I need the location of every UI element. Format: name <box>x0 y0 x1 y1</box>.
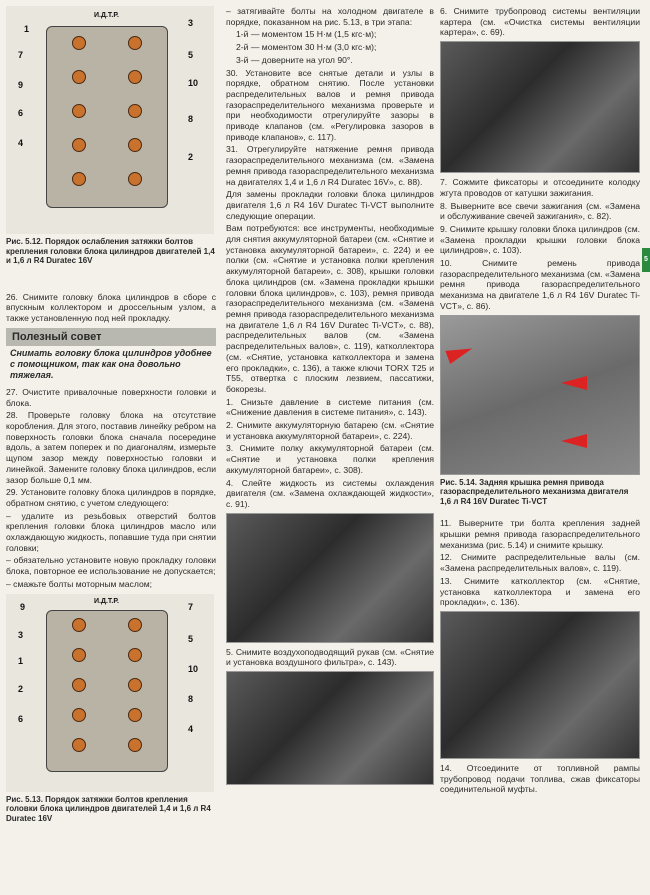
callout-number: 3 <box>188 18 194 28</box>
arrow-marker <box>561 434 587 448</box>
step-26: 26. Снимите головку блока цилиндров в сборе с впускным коллектором и дроссельным узлом, а также установленную под ней прокладку. <box>6 291 216 324</box>
op-9: 9. Снимите крышку головки блока цилиндров (см. «Замена прокладки крышки головки блока цилиндров», с. 103). <box>440 223 640 256</box>
bolt <box>72 738 86 752</box>
op-12: 12. Снимите распределительные валы (см. «Замена распределительных валов», с. 119). <box>440 552 640 574</box>
bullet-2: – обязательно установите новую прокладку головки блока, повторное ее использование не допускается; <box>6 555 216 577</box>
advice-text: Снимать головку блока цилиндров удобнее с помощником, так как она довольно тяжелая. <box>10 347 212 380</box>
replace-intro: Для замены прокладки головки блока цилиндров двигателя 1,6 л R4 16V Duratec Ti-VCT выполните следующие операции. <box>226 189 434 221</box>
op-1: 1. Снизьте давление в системе питания (см. «Снижение давления в системе питания», с. 143). <box>226 396 434 418</box>
op-5: 5. Снимите воздухоподводящий рукав (см. «Снятие и установка воздушного фильтра», с. 143). <box>226 646 434 668</box>
figure-5-13 <box>6 594 214 792</box>
figure-5-14-caption: Рис. 5.14. Задняя крышка ремня привода газораспределительного механизма двигателя 1,6 л R4 16V Duratec Ti-VCT <box>440 477 629 506</box>
callout-number: 6 <box>18 713 24 724</box>
bolt <box>72 104 86 118</box>
photo-fuel-rail <box>440 611 640 759</box>
callout-number: 5 <box>188 633 194 644</box>
bolt <box>72 172 86 186</box>
advice-title: Полезный совет <box>6 328 216 346</box>
op-3: 3. Снимите полку аккумуляторной батареи (см. «Снятие и установка полки крепления аккумуляторной батареи», с. 308). <box>226 443 434 475</box>
callout-number: 8 <box>188 114 194 124</box>
stage-2: 2-й — моментом 30 Н·м (3,0 кгс·м); <box>236 42 377 53</box>
callout-number: 2 <box>18 683 24 694</box>
photo-crankcase-vent <box>440 41 640 173</box>
callout-number: 7 <box>188 601 194 612</box>
op-10: 10. Снимите ремень привода газораспределительного механизма (см. «Замена ремня привода газораспределительного механизма на двигателе 1,6 л R4 16V Duratec Ti-VCT», с. 86). <box>440 258 640 311</box>
bullet-4: – затягивайте болты на холодном двигателе в порядке, показанном на рис. 5.13, в три этапа: <box>226 6 434 27</box>
callout-number: 7 <box>18 50 24 60</box>
bolt <box>72 678 86 692</box>
callout-number: 1 <box>18 655 24 666</box>
callout-number: 8 <box>188 693 194 704</box>
column-middle <box>226 6 434 785</box>
callout-number: 10 <box>188 663 199 674</box>
step-31: 31. Отрегулируйте натяжение ремня привода газораспределительного механизма (см. «Замена ремня привода газораспределительного механизма на двигателях 1,4 и 1,6 л R4 Duratec 16V», с. 88). <box>226 144 434 187</box>
bolt <box>128 172 142 186</box>
figure-5-12-title: И.Д.Т.Р. <box>94 12 119 19</box>
tools-list: Вам потребуются: все инструменты, необходимые для снятия аккумуляторной батареи (см. «Снятие и установка аккумуляторной батареи», с. 224) и ее полки (см. «Снятие и установка полки крепления аккумуляторной батареи», с. 308), крышки головки блока цилиндров (см. «Замена прокладки крышки головки блока цилиндров», с. 103), ремня привода газораспределительного механизма (см. «Замена ремня привода газораспределительного механизма на двигателе 1,6 л R4 16V Duratec Ti-VCT», с. 88), распределительных валов (см. «Замена распределительных валов», с. 119), катколлектора (см. «Снятие, установка катколлектора и замена его прокладки», с. 136), а также ключи TORX T25 и T55, отвертка с плоским лезвием, пассатижи, бокорезы. <box>226 223 434 394</box>
step-30: 30. Установите все снятые детали и узлы в порядке, обратном снятию. После установки распределительных валов и ремня привода газораспределительного механизма проверьте и при необходимости отрегулируйте зазоры в приводе клапанов (см. «Регулировка зазоров в приводе клапанов», с. 117). <box>226 67 434 142</box>
photo-engine-top <box>226 671 434 785</box>
stage-3: 3-й — доверните на угол 90°. <box>236 54 353 65</box>
step-28: 28. Проверьте головку блока на отсутствие коробления. Для этого, поставив линейку ребром на поверхность головки блока сначала посередине вдоль, а затем поперек и по диагоналям, измерьте щупом зазор между поверхностью головки и линейкой. Замените головку блока цилиндров, если зазор больше 0,1 мм. <box>6 410 216 485</box>
cylinder-head-diagram <box>46 26 168 208</box>
bolt <box>128 104 142 118</box>
arrow-marker <box>561 376 587 390</box>
column-right <box>440 6 640 797</box>
column-left <box>6 6 216 827</box>
callout-number: 3 <box>18 629 24 640</box>
figure-5-12-caption: Рис. 5.12. Порядок ослабления затяжки болтов крепления головки блока цилиндров двигателей 1,4 и 1,6 л R4 Duratec 16V <box>6 237 215 266</box>
bolt <box>128 738 142 752</box>
arrow-marker <box>445 342 474 364</box>
step-27: 27. Очистите привалочные поверхности головки и блока. <box>6 386 216 408</box>
op-11: 11. Выверните три болта крепления задней крышки ремня привода газораспределительного механизма (рис. 5.14) и снимите крышку. <box>440 518 640 550</box>
stage-1: 1-й — моментом 15 Н·м (1,5 кгс·м); <box>236 29 377 40</box>
figure-5-14 <box>440 315 640 475</box>
bolt <box>128 36 142 50</box>
op-6: 6. Снимите трубопровод системы вентиляции картера (см. «Очистка системы вентиляции картера», с. 69). <box>440 6 640 38</box>
bolt <box>128 70 142 84</box>
callout-number: 10 <box>188 78 199 88</box>
bolt <box>128 138 142 152</box>
bolt <box>128 708 142 722</box>
figure-5-13-caption: Рис. 5.13. Порядок затяжки болтов крепления головки блока цилиндров двигателей 1,4 и 1,6 л R4 Duratec 16V <box>6 794 211 823</box>
op-14: 14. Отсоедините от топливной рампы трубопровод подачи топлива, сжав фиксаторы соединительной муфты. <box>440 762 640 795</box>
op-2: 2. Снимите аккумуляторную батарею (см. «Снятие и установка аккумуляторной батареи», с. 224). <box>226 420 434 441</box>
cylinder-head-diagram <box>46 610 168 772</box>
bolt <box>128 648 142 662</box>
op-7: 7. Сожмите фиксаторы и отсоедините колодку жгута проводов от катушки зажигания. <box>440 177 640 198</box>
bolt <box>72 138 86 152</box>
bolt <box>128 678 142 692</box>
callout-number: 5 <box>188 50 194 60</box>
callout-number: 6 <box>18 108 24 118</box>
bolt <box>72 618 86 632</box>
bullet-3: – смажьте болты моторным маслом; <box>6 578 153 589</box>
chapter-tab <box>642 248 650 272</box>
callout-number: 4 <box>188 723 194 734</box>
bullet-1: – удалите из резьбовых отверстий болтов крепления головки блока цилиндров масло или охлаждающую жидкость, попавшие туда при снятии головки; <box>6 510 216 553</box>
op-8: 8. Выверните все свечи зажигания (см. «Замена и обслуживание свечей зажигания», с. 82). <box>440 200 640 222</box>
bolt <box>72 648 86 662</box>
op-4: 4. Слейте жидкость из системы охлаждения двигателя (см. «Замена охлаждающей жидкости», с. 91). <box>226 477 434 509</box>
figure-5-13-title: И.Д.Т.Р. <box>94 597 119 605</box>
bolt <box>72 708 86 722</box>
callout-number: 2 <box>188 152 194 162</box>
chapter-tab-label: 5 <box>644 256 648 263</box>
op-13: 13. Снимите катколлектор (см. «Снятие, установка катколлектора и замена его прокладки», с. 136). <box>440 575 640 608</box>
figure-5-12 <box>6 6 214 234</box>
step-29: 29. Установите головку блока цилиндров в порядке, обратном снятию, с учетом следующего: <box>6 487 216 508</box>
bolt <box>128 618 142 632</box>
callout-number: 4 <box>18 138 24 148</box>
bolt <box>72 70 86 84</box>
callout-number: 9 <box>20 601 26 612</box>
bolt <box>72 36 86 50</box>
callout-number: 1 <box>24 24 30 34</box>
photo-air-intake <box>226 513 434 643</box>
callout-number: 9 <box>18 80 24 90</box>
